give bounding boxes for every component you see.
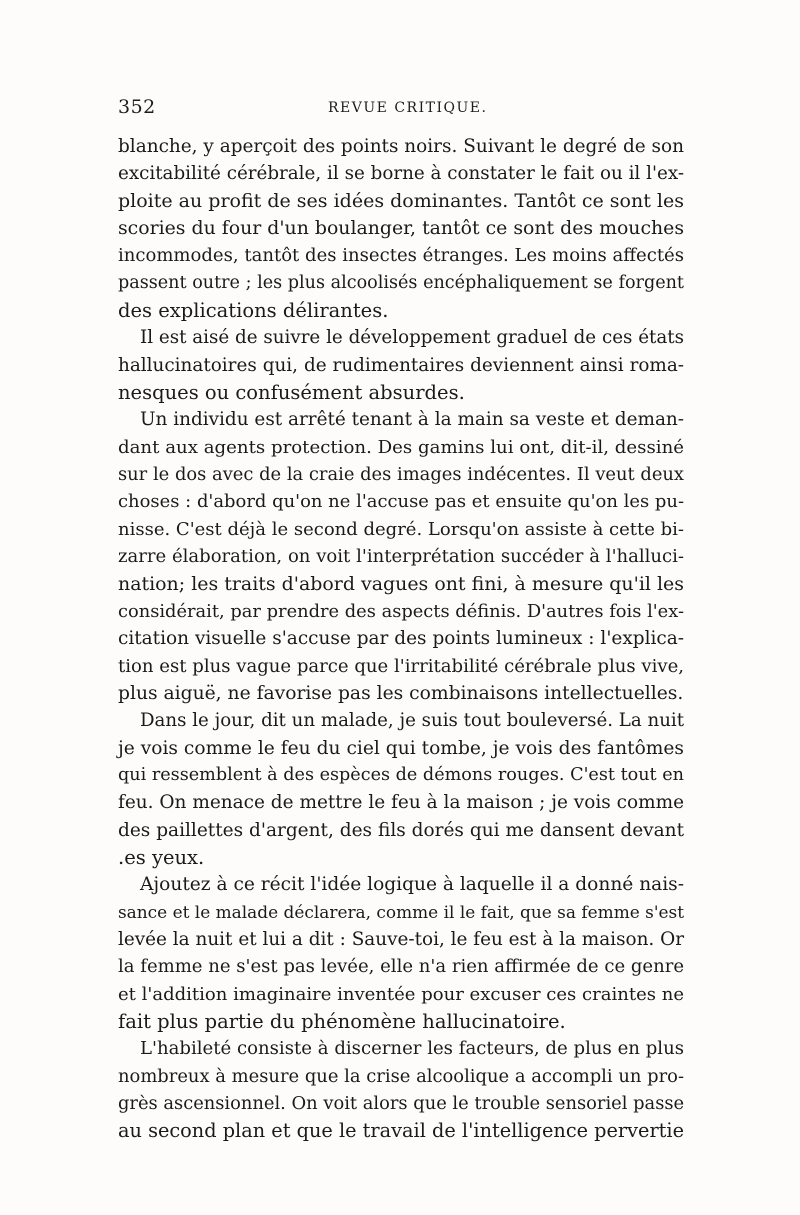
text-line: passent outre ; les plus alcoolisés encéphaliquement se forgent xyxy=(118,272,684,293)
text-line: considérait, par prendre des aspects définis. D'autres fois l'ex- xyxy=(118,600,684,622)
text-line: et l'addition imaginaire inventée pour excuser ces craintes ne xyxy=(118,983,684,1005)
text-line: je vois comme le feu du ciel qui tombe, je vois des fantômes xyxy=(118,737,684,759)
text-line: nombreux à mesure que la crise alcoolique a accompli un pro- xyxy=(118,1065,684,1087)
text-line: qui ressemblent à des espèces de démons rouges. C'est tout en xyxy=(118,764,684,785)
text-line: blanche, y aperçoit des points noirs. Suivant le degré de son xyxy=(118,136,684,157)
text-line: Ajoutez à ce récit l'idée logique à laquelle il a donné nais- xyxy=(140,874,684,896)
text-line: .es yeux. xyxy=(118,845,205,869)
text-line: scories du four d'un boulanger, tantôt ce sont des mouches xyxy=(118,217,684,240)
text-line: grès ascensionnel. On voit alors que le trouble sensoriel passe xyxy=(118,1093,685,1115)
text-line: excitabilité cérébrale, il se borne à constater le fait ou il l'ex- xyxy=(118,163,684,185)
text-line: Il est aisé de suivre le développement graduel de ces états xyxy=(140,327,684,349)
text-line: fait plus partie du phénomène hallucinatoire. xyxy=(118,1010,566,1033)
text-line: hallucinatoires qui, de rudimentaires deviennent ainsi roma- xyxy=(118,354,684,376)
text-line: au second plan et que le travail de l'intelligence pervertie xyxy=(118,1119,684,1143)
page-number: 352 xyxy=(118,96,156,118)
text-line: incommodes, tantôt des insectes étranges. Les moins affectés xyxy=(118,245,684,267)
text-line: tion est plus vague parce que l'irritabilité cérébrale plus vive, xyxy=(118,655,684,677)
text-line: Dans le jour, dit un malade, je suis tout bouleversé. La nuit xyxy=(140,710,684,732)
text-line: plus aiguë, ne favorise pas les combinaisons intellectuelles. xyxy=(118,682,684,704)
text-line: la femme ne s'est pas levée, elle n'a rien affirmée de ce genre xyxy=(118,956,684,978)
text-line: zarre élaboration, on voit l'interprétation succéder à l'halluci- xyxy=(118,546,684,568)
text-line: L'habileté consiste à discerner les facteurs, de plus en plus xyxy=(140,1038,684,1060)
text-line: sur le dos avec de la craie des images indécentes. Il veut deux xyxy=(118,464,684,486)
page-header xyxy=(118,96,684,126)
text-line: levée la nuit et lui a dit : Sauve-toi, le feu est à la maison. Or xyxy=(118,928,684,950)
text-line: choses : d'abord qu'on ne l'accuse pas et ensuite qu'on les pu- xyxy=(118,491,684,513)
text-line: citation visuelle s'accuse par des points lumineux : l'explica- xyxy=(118,628,684,650)
text-line: feu. On menace de mettre le feu à la maison ; je vois comme xyxy=(118,792,684,814)
text-line: Un individu est arrêté tenant à la main sa veste et deman- xyxy=(140,409,684,431)
text-line: des explications délirantes. xyxy=(118,299,389,323)
text-line: nesques ou confusément absurdes. xyxy=(118,381,465,405)
text-line: nisse. C'est déjà le second degré. Lorsqu'on assiste à cette bi- xyxy=(118,518,684,540)
running-head: REVUE CRITIQUE. xyxy=(328,100,488,116)
text-line: des paillettes d'argent, des fils dorés qui me dansent devant xyxy=(118,819,684,841)
text-line: nation; les traits d'abord vagues ont fini, à mesure qu'il les xyxy=(118,572,684,595)
body-text xyxy=(118,133,684,1145)
text-line: sance et le malade déclarera, comme il le fait, que sa femme s'est xyxy=(118,901,684,922)
text-line: dant aux agents protection. Des gamins lui ont, dit-il, dessiné xyxy=(118,436,684,458)
text-line: ploite au profit de ses idées dominantes. Tantôt ce sont les xyxy=(118,189,684,212)
